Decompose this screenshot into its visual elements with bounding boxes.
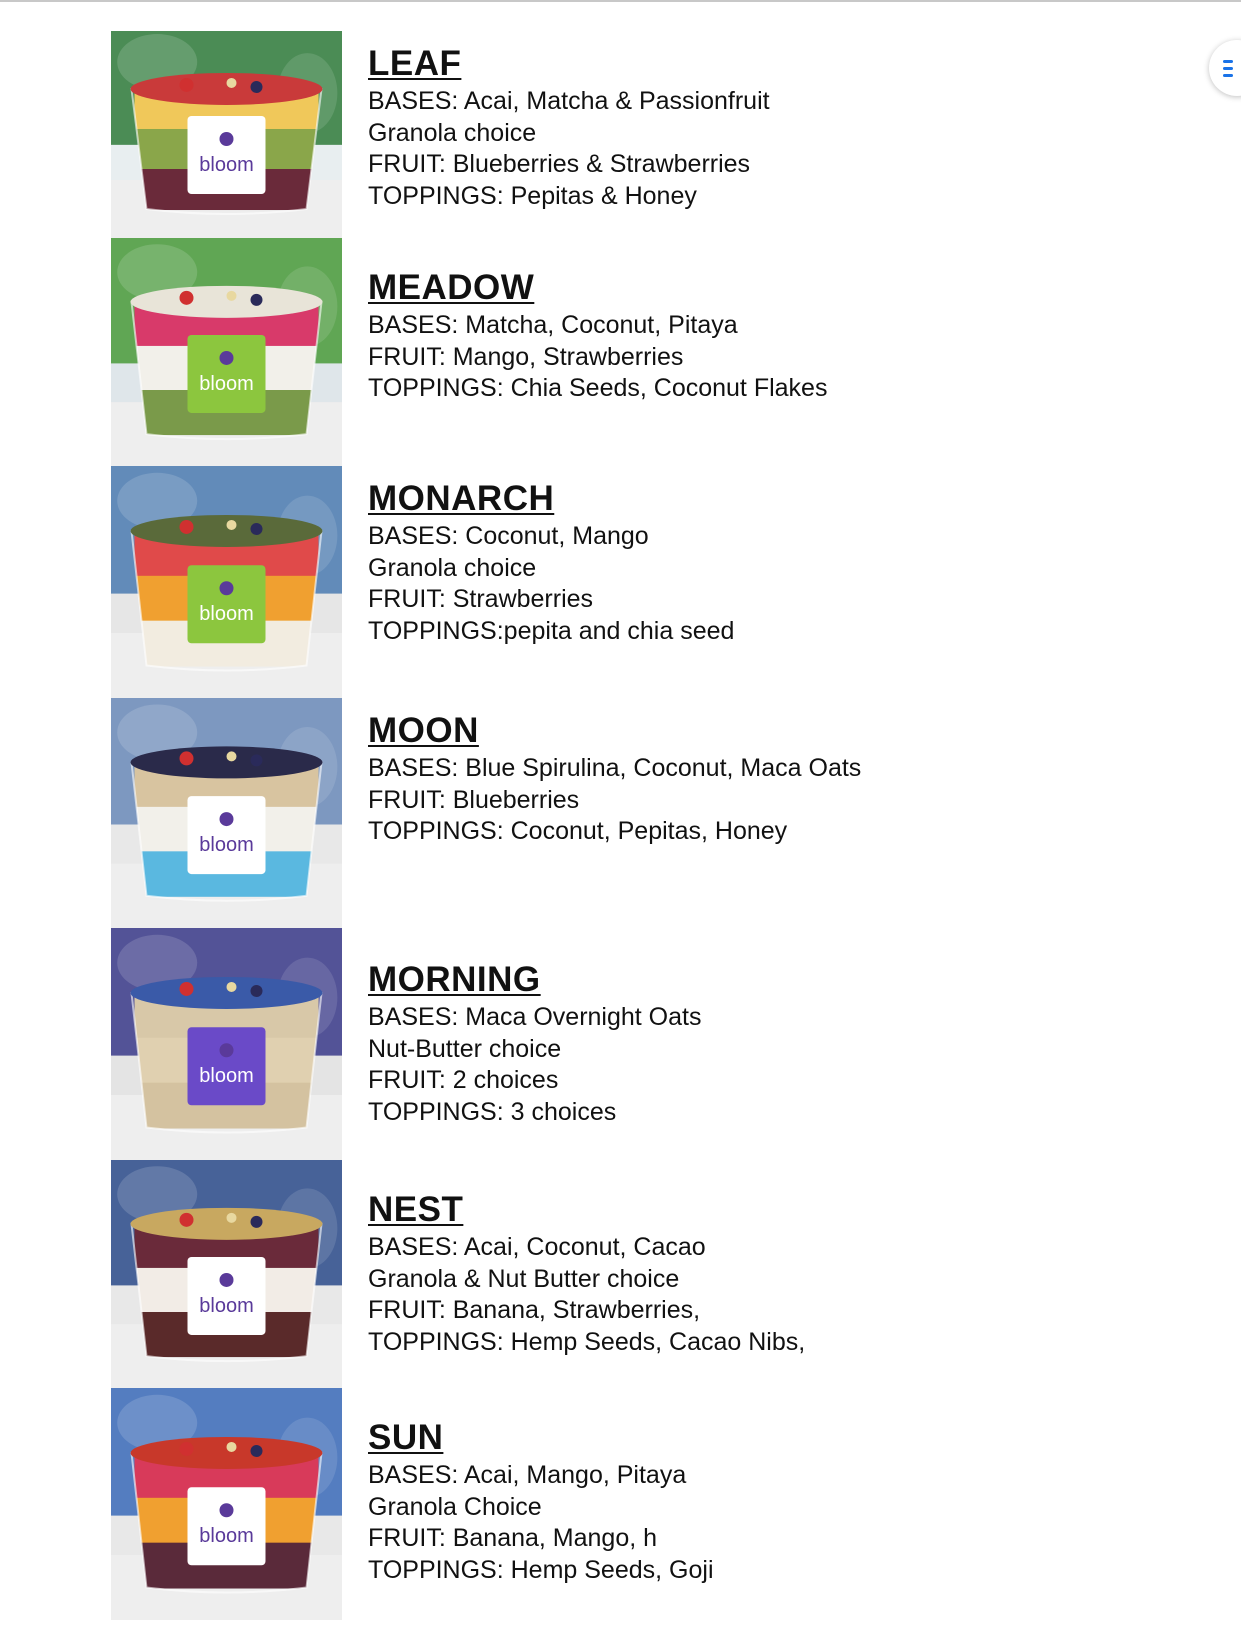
list-icon — [1223, 60, 1233, 81]
svg-text:bloom: bloom — [199, 603, 254, 626]
menu-item-detail-line: FRUIT: Blueberries & Strawberries — [368, 150, 751, 178]
bowl-photo — [111, 698, 342, 928]
menu-item-detail-line: FRUIT: Blueberries — [368, 785, 580, 814]
menu-item-name: SUN — [368, 1418, 444, 1457]
bowl-photo — [111, 238, 342, 466]
menu-item-detail-line: Granola choice — [368, 553, 537, 582]
svg-text:bloom: bloom — [199, 834, 254, 857]
bowl-photo — [111, 1160, 342, 1388]
menu-item-detail-line: Nut-Butter choice — [368, 1034, 562, 1063]
bowl-photo — [111, 928, 342, 1160]
menu-item-description — [368, 479, 734, 647]
menu-item-description — [368, 1418, 714, 1586]
svg-text:bloom: bloom — [199, 1065, 254, 1088]
menu-item-name: NEST — [368, 1190, 464, 1229]
menu-item-detail-line: FRUIT: 2 choices — [368, 1066, 559, 1094]
menu-item-name: MORNING — [368, 960, 541, 999]
menu-item-detail-line: BASES: Blue Spirulina, Coconut, Maca Oats — [368, 754, 862, 782]
menu-item-description — [368, 960, 701, 1128]
menu-item-description — [368, 1190, 805, 1358]
bowl-photo — [111, 466, 342, 698]
svg-text:bloom: bloom — [199, 372, 254, 395]
svg-text:bloom: bloom — [199, 153, 254, 176]
menu-item-detail-line: TOPPINGS:pepita and chia seed — [368, 616, 735, 645]
menu-item-description — [368, 711, 861, 848]
menu-item-detail-line: TOPPINGS: Hemp Seeds, Cacao Nibs, — [368, 1327, 806, 1356]
page-top-border — [0, 0, 1241, 2]
menu-item-name: MEADOW — [368, 268, 535, 307]
menu-item-detail-line: FRUIT: Mango, Strawberries — [368, 342, 684, 371]
menu-item-detail-line: Granola Choice — [368, 1492, 542, 1521]
menu-item-detail-line: BASES: Maca Overnight Oats — [368, 1003, 702, 1031]
menu-item-name: MONARCH — [368, 479, 555, 518]
menu-item-description — [368, 44, 770, 212]
svg-text:bloom: bloom — [199, 1525, 254, 1548]
bowl-photo — [111, 1388, 342, 1620]
menu-item-detail-line: FRUIT: Banana, Mango, h — [368, 1524, 658, 1552]
menu-item-detail-line: TOPPINGS: Chia Seeds, Coconut Flakes — [368, 374, 828, 402]
bowl-photo — [111, 31, 342, 238]
menu-item-detail-line: TOPPINGS: Pepitas & Honey — [368, 181, 697, 210]
menu-item-detail-line: TOPPINGS: Hemp Seeds, Goji — [368, 1555, 714, 1584]
menu-item-detail-line: BASES: Acai, Mango, Pitaya — [368, 1461, 687, 1489]
menu-item-detail-line: Granola choice — [368, 118, 537, 147]
menu-item-detail-line: TOPPINGS: Coconut, Pepitas, Honey — [368, 817, 788, 845]
menu-item-detail-line: BASES: Coconut, Mango — [368, 522, 649, 550]
svg-text:bloom: bloom — [199, 1294, 254, 1317]
menu-item-detail-line: BASES: Acai, Coconut, Cacao — [368, 1233, 706, 1261]
menu-fab-button[interactable] — [1209, 40, 1241, 96]
menu-item-detail-line: FRUIT: Strawberries — [368, 585, 594, 613]
menu-item-detail-line: BASES: Matcha, Coconut, Pitaya — [368, 311, 738, 339]
menu-item-detail-line: Granola & Nut Butter choice — [368, 1264, 680, 1293]
menu-item-detail-line: BASES: Acai, Matcha & Passionfruit — [368, 87, 770, 115]
menu-item-detail-line: TOPPINGS: 3 choices — [368, 1097, 617, 1126]
menu-item-name: LEAF — [368, 44, 462, 83]
menu-item-description — [368, 268, 827, 405]
menu-item-detail-line: FRUIT: Banana, Strawberries, — [368, 1296, 701, 1324]
menu-item-name: MOON — [368, 711, 479, 750]
